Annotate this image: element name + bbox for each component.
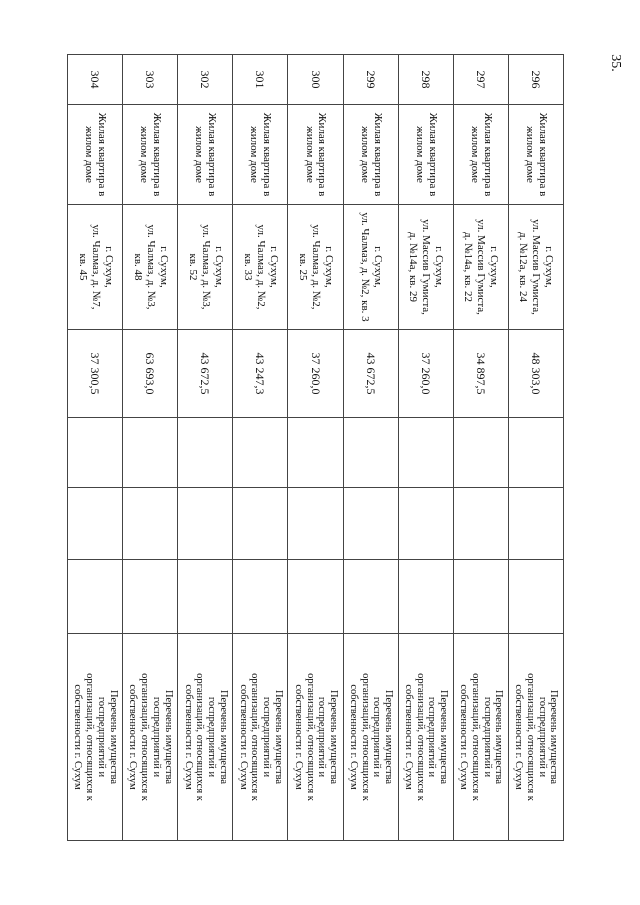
basis-line: Перечень имущества — [328, 689, 340, 785]
basis-line: госпредприятий и — [426, 696, 438, 778]
address-line: д. №14а, кв. 29 — [407, 231, 420, 302]
address-line: ул. Чалмаз, д. №2, — [254, 224, 267, 310]
address-line: г. Сухум, — [322, 246, 335, 288]
basis-line: собственности г. Сухум — [402, 684, 414, 790]
object-value: 43 672,5 — [343, 330, 398, 418]
basis-line: Перечень имущества — [438, 689, 450, 785]
ownership-basis — [288, 634, 343, 841]
address-line: кв. 33 — [241, 253, 254, 281]
object-type: Жилая квартира в жилом доме — [123, 105, 178, 205]
address-line: г. Сухум, — [267, 246, 280, 288]
address-line: г. Сухум, — [102, 246, 115, 288]
basis-line: собственности г. Сухум — [347, 684, 359, 790]
empty-cell-5 — [343, 418, 398, 488]
object-type: Жилая квартира в жилом доме — [343, 105, 398, 205]
ownership-basis — [453, 634, 508, 841]
address-line: ул. Массив Гумиста, — [475, 219, 488, 315]
basis-line: госпредприятий и — [371, 696, 383, 778]
basis-line: организаций, относящихся к — [84, 673, 96, 801]
object-value: 48 303,0 — [508, 330, 563, 418]
ownership-basis — [123, 634, 178, 841]
row-number: 304 — [68, 55, 123, 105]
object-address — [398, 205, 453, 330]
table-row — [398, 55, 453, 841]
empty-cell-6 — [508, 488, 563, 560]
address-line: г. Сухум, — [433, 246, 446, 288]
empty-cell-5 — [123, 418, 178, 488]
object-address — [123, 205, 178, 330]
table-body — [68, 55, 564, 841]
empty-cell-6 — [453, 488, 508, 560]
table-row — [453, 55, 508, 841]
empty-cell-5 — [453, 418, 508, 488]
address-line: ул. Чалмаз, д. №2, — [310, 224, 322, 310]
basis-line: госпредприятий и — [95, 696, 107, 778]
basis-line: Перечень имущества — [217, 689, 229, 785]
empty-cell-7 — [288, 560, 343, 634]
basis-line: Перечень имущества — [383, 689, 395, 785]
object-address — [453, 205, 508, 330]
object-value: 37 300,5 — [68, 330, 123, 418]
row-number: 300 — [288, 55, 343, 105]
basis-line: Перечень имущества — [162, 689, 174, 785]
basis-line: собственности г. Сухум — [458, 684, 470, 790]
address-line: ул. Чалмаз, д. №3, — [144, 224, 157, 310]
object-address — [288, 205, 343, 330]
empty-cell-5 — [508, 418, 563, 488]
empty-cell-6 — [288, 488, 343, 560]
basis-line: организаций, относящихся к — [524, 673, 536, 801]
empty-cell-7 — [178, 560, 233, 634]
object-value: 63 693,0 — [123, 330, 178, 418]
basis-line: собственности г. Сухум — [72, 684, 84, 790]
row-number: 298 — [398, 55, 453, 105]
object-value: 34 897,5 — [453, 330, 508, 418]
table-row — [233, 55, 288, 841]
basis-line: госпредприятий и — [206, 696, 218, 778]
empty-cell-5 — [233, 418, 288, 488]
basis-line: Перечень имущества — [493, 689, 505, 785]
basis-line: организаций, относящихся к — [194, 673, 206, 801]
basis-line: госпредприятий и — [536, 696, 548, 778]
address-line: ул. Чалмаз, д. №7, — [89, 224, 102, 310]
object-type: Жилая квартира в жилом доме — [233, 105, 288, 205]
empty-cell-6 — [68, 488, 123, 560]
address-line: кв. 52 — [186, 253, 199, 281]
basis-line: организаций, относящихся к — [414, 673, 426, 801]
empty-cell-7 — [508, 560, 563, 634]
basis-line: собственности г. Сухум — [513, 684, 525, 790]
empty-cell-7 — [233, 560, 288, 634]
ownership-basis — [178, 634, 233, 841]
object-value: 37 260,0 — [398, 330, 453, 418]
object-type: Жилая квартира в жилом доме — [288, 105, 343, 205]
object-value: 37 260,0 — [288, 330, 343, 418]
row-number: 297 — [453, 55, 508, 105]
address-line: г. Сухум, — [488, 246, 501, 288]
address-line: кв. 45 — [76, 253, 89, 281]
row-number: 301 — [233, 55, 288, 105]
object-address — [178, 205, 233, 330]
basis-line: организаций, относящихся к — [469, 673, 481, 801]
object-address — [68, 205, 123, 330]
object-value: 43 247,3 — [233, 330, 288, 418]
empty-cell-6 — [178, 488, 233, 560]
address-line: д. №14а, кв. 22 — [462, 231, 475, 302]
row-number: 299 — [343, 55, 398, 105]
property-table-container — [68, 54, 564, 840]
basis-line: собственности г. Сухум — [237, 684, 249, 790]
object-type: Жилая квартира в жилом доме — [68, 105, 123, 205]
row-number: 303 — [123, 55, 178, 105]
address-line: г. Сухум, — [543, 246, 556, 288]
address-line: кв. 25 — [297, 253, 310, 281]
basis-line: Перечень имущества — [548, 689, 560, 785]
address-line: г. Сухум, — [212, 246, 225, 288]
basis-line: собственности г. Сухум — [292, 684, 304, 790]
address-line: ул. Чалмаз, д. №2, кв. 3 — [358, 212, 371, 322]
row-number: 302 — [178, 55, 233, 105]
ownership-basis — [343, 634, 398, 841]
basis-line: госпредприятий и — [150, 696, 162, 778]
address-line: г. Сухум, — [157, 246, 170, 288]
basis-line: организаций, относящихся к — [359, 673, 371, 801]
basis-line: собственности г. Сухум — [127, 684, 139, 790]
basis-line: собственности г. Сухум — [182, 684, 194, 790]
address-line: кв. 48 — [131, 253, 144, 281]
row-number: 296 — [508, 55, 563, 105]
empty-cell-7 — [453, 560, 508, 634]
ownership-basis — [398, 634, 453, 841]
empty-cell-5 — [398, 418, 453, 488]
empty-cell-6 — [343, 488, 398, 560]
empty-cell-7 — [398, 560, 453, 634]
empty-cell-7 — [123, 560, 178, 634]
empty-cell-5 — [68, 418, 123, 488]
address-line: г. Сухум, — [371, 246, 384, 288]
property-table — [67, 54, 564, 841]
basis-line: госпредприятий и — [481, 696, 493, 778]
address-line: ул. Массив Гумиста, — [420, 219, 433, 315]
object-type: Жилая квартира в жилом доме — [178, 105, 233, 205]
ownership-basis — [508, 634, 563, 841]
empty-cell-6 — [233, 488, 288, 560]
object-type: Жилая квартира в жилом доме — [508, 105, 563, 205]
empty-cell-6 — [398, 488, 453, 560]
object-type: Жилая квартира в жилом доме — [453, 105, 508, 205]
object-type: Жилая квартира в жилом доме — [398, 105, 453, 205]
basis-line: организаций, относящихся к — [249, 673, 261, 801]
empty-cell-7 — [68, 560, 123, 634]
empty-cell-5 — [178, 418, 233, 488]
basis-line: госпредприятий и — [261, 696, 273, 778]
basis-line: организаций, относящихся к — [304, 673, 316, 801]
table-row — [288, 55, 343, 841]
address-line: ул. Массив Гумиста, — [530, 219, 543, 315]
basis-line: Перечень имущества — [272, 689, 284, 785]
ownership-basis — [68, 634, 123, 841]
address-line: д. №12а, кв. 24 — [517, 231, 530, 302]
table-row — [123, 55, 178, 841]
object-address — [233, 205, 288, 330]
address-line: ул. Чалмаз, д. №3, — [199, 224, 212, 310]
basis-line: организаций, относящихся к — [139, 673, 151, 801]
table-row — [68, 55, 123, 841]
object-address — [343, 205, 398, 330]
ownership-basis — [233, 634, 288, 841]
page-number: 35. — [608, 54, 623, 72]
object-address — [508, 205, 563, 330]
empty-cell-6 — [123, 488, 178, 560]
object-value: 43 672,5 — [178, 330, 233, 418]
basis-line: госпредприятий и — [316, 696, 328, 778]
empty-cell-5 — [288, 418, 343, 488]
table-row — [178, 55, 233, 841]
basis-line: Перечень имущества — [107, 689, 119, 785]
table-row — [343, 55, 398, 841]
property-table-rotated — [68, 54, 564, 840]
empty-cell-7 — [343, 560, 398, 634]
table-row — [508, 55, 563, 841]
